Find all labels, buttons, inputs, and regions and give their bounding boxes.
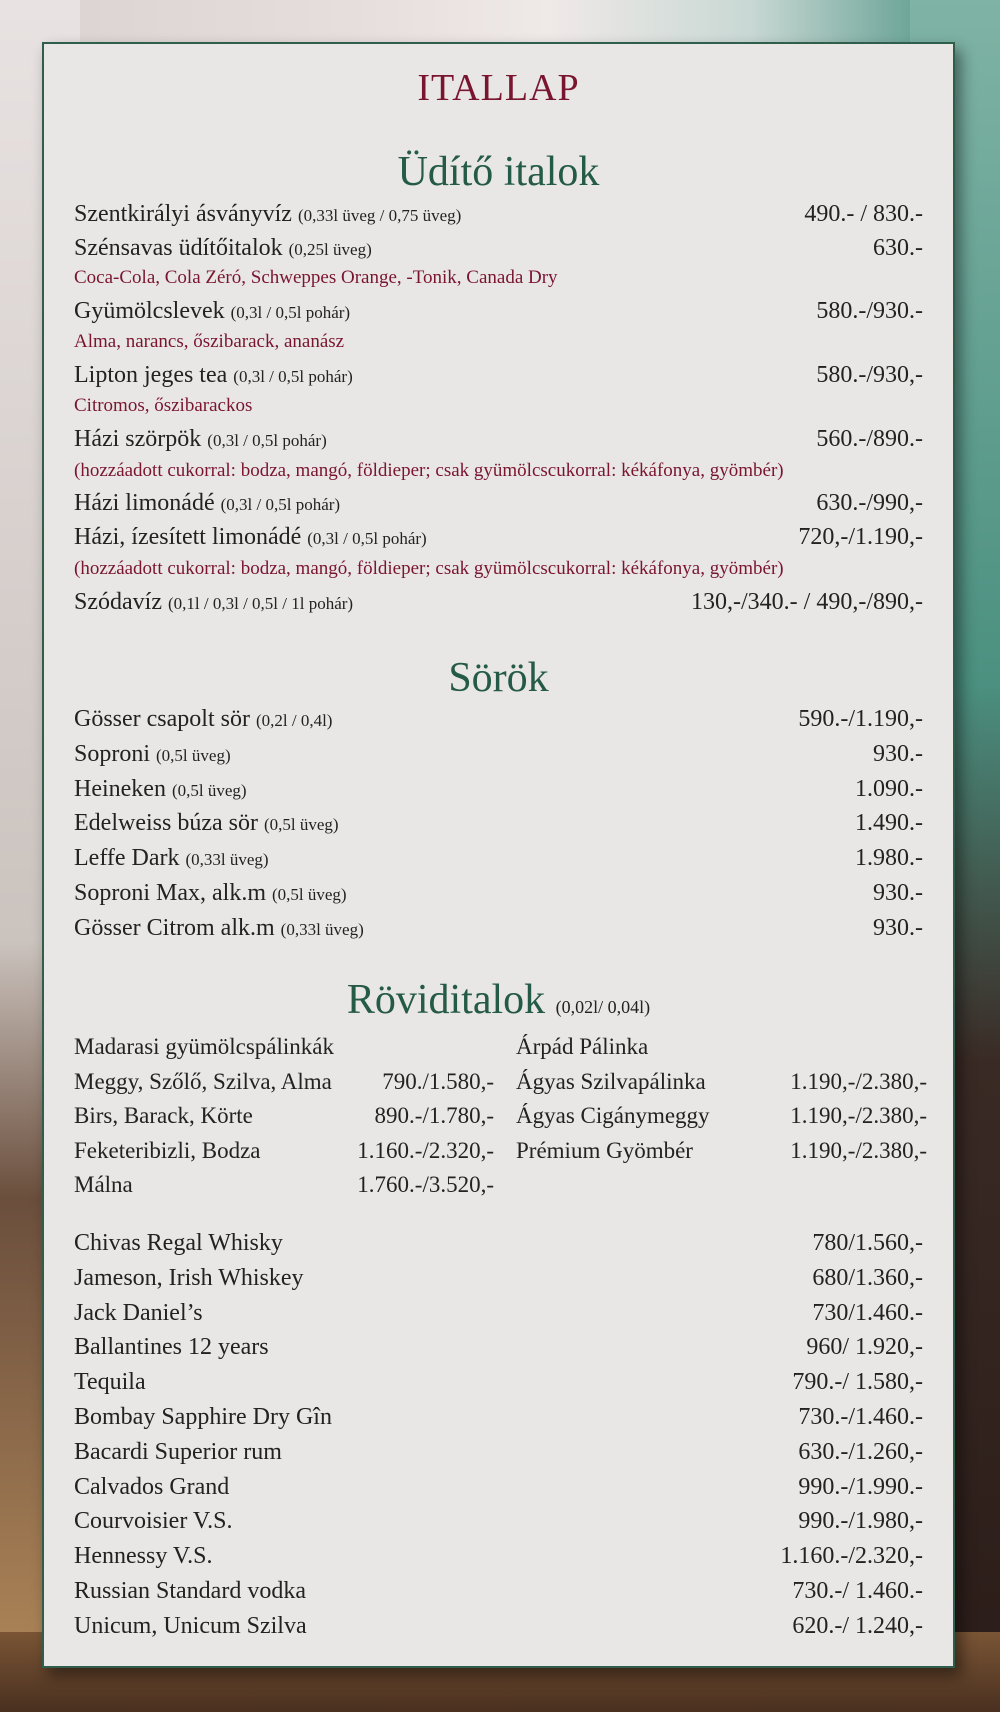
softdrink-note: Alma, narancs, őszibarack, ananász [74,331,345,352]
menu-card: ITALLAP Üdítő italok Szentkirályi ásványvíz (0,33l üveg / 0,75 üveg) 490.- / 830.- Szénsavas üdítőitalok (0,25l üveg) 630.- Coca-Cola, Cola Zéró, Schweppes Orange, -Tonik, Canada Dry Gyümölcslevek (0,3l / 0,5l pohár) 580.-/930.- Alma, narancs, őszibarack, ananász Lipton jeges tea (0,3l / 0,5l pohár) 580.-/930,- Citromos, őszibarackos Házi szörpök (0,3l / 0,5l pohár) 560.-/890.- (hozzáadott cukorral: bodza, mangó, földieper; csak gyümölcscukorral: kékáfonya, gyömbér) Házi limonádé (0,3l / 0,5l pohár) 630.-/990,- Házi, ízesített limonádé (0,3l / 0,5l pohár) 720,-/1.190,- (hozzáadott cukorral: bodza, mangó, földieper; csak gyümölcscukorral: kékáfonya, gyömbér) Szódavíz (0,1l / 0,3l / 0,5l / 1l pohár) 130,-/340.- / 490,-/890,- Sörök Gösser csapolt sör (0,2l / 0,4l) 590.-/1.190,- Soproni (0,5l üveg) 930.- Heineken (0,5l üveg) 1.090.- Edelweiss búza sör (0,5l üveg) 1.490.- Leffe Dark (0,33l üveg) 1.980.- Soproni Max, alk.m (0,5l üveg) 930.- Gösser Citrom alk.m (0,33l üveg) 930.- Röviditalok (0,02l/ 0,04l) Madarasi gyümölcspálinkák Meggy, Szőlő, Szilva, Alma 790./1.580,- Birs, Barack, Körte 890.-/1.780,- Feketeribizli, Bodza 1.160.-/2.320,- Málna 1.760.-/3.520,- Árpád Pálinka Ágyas Szilvapálinka 1.190,-/2.380,- Ágyas Cigánymeggy 1.190,-/2.380,- Prémium Gyömbér 1.190,-/2.380,- Chivas Regal Whisky 780/1.560,- Jameson, Irish Whiskey 680/1.360,- Jack Daniel’s 730/1.460.- Ballantines 12 years 960/ 1.920,- Tequila 790.-/ 1.580,- Bombay Sapphire Dry Gîn 730.-/1.460.- Bacardi Superior rum 630.-/1.260,- Calvados Grand 990.-/1.990.- Courvoisier V.S. 990.-/1.980,- Hennessy V.S. 1.160.-/2.320,- Russian Standard vodka 730.-/ 1.460.- Unicum, Unicum Szilva 620.-/ 1.240,- [42,42,955,1668]
softdrink-note: Citromos, őszibarackos [74,395,253,416]
menu-title: ITALLAP [417,67,580,109]
softdrink-note: Coca-Cola, Cola Zéró, Schweppes Orange, -Tonik, Canada Dry [74,267,558,288]
spirits-heading: Röviditalok (0,02l/ 0,04l) [346,977,651,1023]
softdrinks-heading: Üdítő italok [397,149,600,195]
beers-heading: Sörök [448,655,549,701]
softdrink-note: (hozzáadott cukorral: bodza, mangó, földieper; csak gyümölcscukorral: kékáfonya, gyömbér) [74,558,784,579]
softdrink-note: (hozzáadott cukorral: bodza, mangó, földieper; csak gyümölcscukorral: kékáfonya, gyömbér) [74,460,784,481]
